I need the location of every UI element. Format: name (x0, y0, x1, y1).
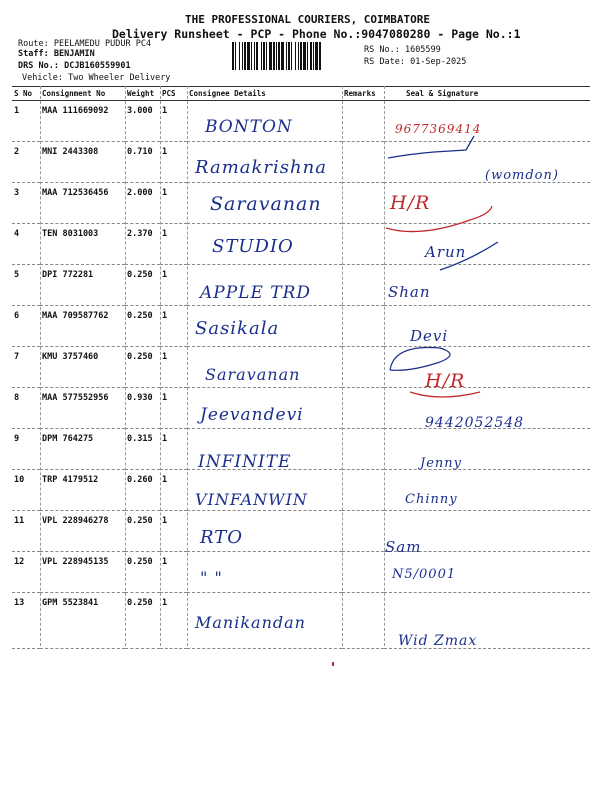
cell-remarks (342, 511, 384, 552)
col-signature-header: Seal & Signature (384, 87, 590, 101)
cell-weight: 2.000 (125, 183, 160, 224)
cell-pcs: 1 (160, 593, 187, 649)
cell-consignment: MNI 2443308 (40, 142, 125, 183)
handwritten-consignee: INFINITE (198, 452, 292, 472)
cell-remarks (342, 388, 384, 429)
ink-dot (332, 662, 334, 666)
vehicle-line (22, 73, 170, 83)
cell-pcs: 1 (160, 388, 187, 429)
handwritten-signature: N5/0001 (392, 567, 457, 582)
cell-pcs: 1 (160, 511, 187, 552)
cell-consignment: TRP 4179512 (40, 470, 125, 511)
cell-sno: 4 (12, 224, 40, 265)
vehicle-value: Two Wheeler Delivery (68, 73, 171, 83)
cell-pcs: 1 (160, 101, 187, 142)
cell-sno: 8 (12, 388, 40, 429)
cell-consignment: MAA 709587762 (40, 306, 125, 347)
cell-remarks (342, 101, 384, 142)
cell-sno: 6 (12, 306, 40, 347)
col-weight-header: Weight (125, 87, 160, 101)
cell-weight: 3.000 (125, 101, 160, 142)
staff-value: BENJAMIN (53, 49, 95, 59)
sheet-title: Delivery Runsheet - PCP - Phone No.:9047080280 - Page No.:1 (112, 27, 521, 41)
handwritten-consignee: " " (200, 568, 223, 587)
rs-date-line (364, 57, 466, 67)
cell-remarks (342, 142, 384, 183)
drs-line (18, 61, 131, 71)
drs-value: DCJB160559901 (64, 61, 131, 71)
handwritten-signature: (womdon) (485, 168, 559, 183)
cell-weight: 0.250 (125, 306, 160, 347)
handwritten-signature: 9442052548 (425, 415, 525, 431)
col-consignment-header: Consignment No (40, 87, 125, 101)
cell-weight: 0.250 (125, 347, 160, 388)
cell-pcs: 1 (160, 429, 187, 470)
handwritten-signature: Arun (425, 243, 467, 261)
handwritten-consignee: Manikandan (195, 613, 306, 632)
handwritten-consignee: APPLE TRD (200, 283, 312, 303)
cell-weight: 0.250 (125, 593, 160, 649)
cell-consignment: MAA 577552956 (40, 388, 125, 429)
handwritten-consignee: Ramakrishna (195, 157, 327, 178)
cell-weight: 0.710 (125, 142, 160, 183)
handwritten-consignee: VINFANWIN (195, 490, 308, 509)
cell-consignment: VPL 228945135 (40, 552, 125, 593)
cell-weight: 2.370 (125, 224, 160, 265)
handwritten-consignee: STUDIO (212, 236, 294, 257)
handwritten-consignee: Jeevandevi (200, 405, 304, 425)
cell-sno: 9 (12, 429, 40, 470)
handwritten-consignee: Saravanan (210, 193, 322, 215)
pen-strokes (380, 110, 590, 670)
cell-pcs: 1 (160, 183, 187, 224)
cell-remarks (342, 470, 384, 511)
handwritten-signature: Jenny (420, 456, 462, 471)
signature-loop-stroke (390, 347, 450, 370)
cell-sno: 2 (12, 142, 40, 183)
cell-consignment: TEN 8031003 (40, 224, 125, 265)
cell-remarks (342, 429, 384, 470)
route-line (18, 39, 151, 49)
col-sno-header: S No (12, 87, 40, 101)
cell-consignment: DPI 772281 (40, 265, 125, 306)
handwritten-signature: Chinny (405, 492, 458, 507)
rs-date-label: RS Date: (364, 57, 405, 67)
signature-underline-stroke (388, 136, 474, 158)
remark-swoosh-stroke (410, 392, 480, 397)
rs-no-label: RS No.: (364, 45, 400, 55)
signature-tail-stroke (440, 242, 498, 270)
cell-remarks (342, 593, 384, 649)
table-header-row (12, 87, 590, 101)
rs-date-value: 01-Sep-2025 (410, 57, 467, 67)
cell-consignment: VPL 228946278 (40, 511, 125, 552)
cell-sno: 11 (12, 511, 40, 552)
cell-pcs: 1 (160, 347, 187, 388)
company-name: THE PROFESSIONAL COURIERS, COIMBATORE (185, 13, 431, 26)
cell-weight: 0.250 (125, 265, 160, 306)
column-divider (342, 86, 343, 646)
handwritten-signature: Sam (385, 538, 422, 556)
cell-remarks (342, 183, 384, 224)
handwritten-consignee: BONTON (205, 117, 293, 137)
cell-sno: 10 (12, 470, 40, 511)
remark-swoosh-stroke (386, 206, 492, 232)
col-remarks-header: Remarks (342, 87, 384, 101)
handwritten-consignee: Sasikala (195, 318, 280, 339)
cell-pcs: 1 (160, 470, 187, 511)
cell-weight: 0.250 (125, 552, 160, 593)
column-divider (187, 86, 188, 646)
handwritten-signature: Shan (388, 283, 431, 301)
cell-remarks (342, 224, 384, 265)
cell-sno: 1 (12, 101, 40, 142)
cell-sno: 12 (12, 552, 40, 593)
route-label: Route: (18, 39, 49, 49)
cell-remarks (342, 347, 384, 388)
route-value: PEELAMEDU PUDUR PC4 (53, 39, 152, 49)
cell-consignment: MAA 712536456 (40, 183, 125, 224)
cell-sno: 3 (12, 183, 40, 224)
cell-consignment: MAA 111669092 (40, 101, 125, 142)
staff-line (18, 49, 95, 59)
cell-weight: 0.315 (125, 429, 160, 470)
column-divider (160, 86, 161, 646)
cell-pcs: 1 (160, 142, 187, 183)
handwritten-signature: Devi (410, 327, 449, 345)
drs-label: DRS No.: (18, 61, 59, 71)
cell-consignment: DPM 764275 (40, 429, 125, 470)
handwritten-signature: 9677369414 (395, 122, 482, 136)
cell-pcs: 1 (160, 306, 187, 347)
cell-weight: 0.250 (125, 511, 160, 552)
column-divider (40, 86, 41, 646)
cell-pcs: 1 (160, 552, 187, 593)
cell-pcs: 1 (160, 224, 187, 265)
cell-weight: 0.930 (125, 388, 160, 429)
handwritten-signature: H/R (425, 370, 466, 392)
column-divider (125, 86, 126, 646)
handwritten-signature: Wid Zmax (398, 633, 478, 649)
cell-consignment: GPM 5523841 (40, 593, 125, 649)
cell-sno: 7 (12, 347, 40, 388)
cell-weight: 0.260 (125, 470, 160, 511)
cell-consignment: KMU 3757460 (40, 347, 125, 388)
rs-no-value: 1605599 (404, 45, 441, 55)
handwritten-consignee: Saravanan (205, 365, 301, 384)
cell-remarks (342, 265, 384, 306)
cell-sno: 5 (12, 265, 40, 306)
barcode-image (232, 42, 360, 70)
staff-label: Staff: (18, 49, 49, 59)
col-pcs-header: PCS (160, 87, 187, 101)
cell-remarks (342, 306, 384, 347)
cell-pcs: 1 (160, 265, 187, 306)
col-consignee-header: Consignee Details (187, 87, 342, 101)
cell-sno: 13 (12, 593, 40, 649)
rs-no-line (364, 45, 441, 55)
vehicle-label: Vehicle: (22, 73, 63, 83)
handwritten-signature: H/R (390, 192, 431, 214)
cell-remarks (342, 552, 384, 593)
handwritten-consignee: RTO (200, 527, 243, 548)
